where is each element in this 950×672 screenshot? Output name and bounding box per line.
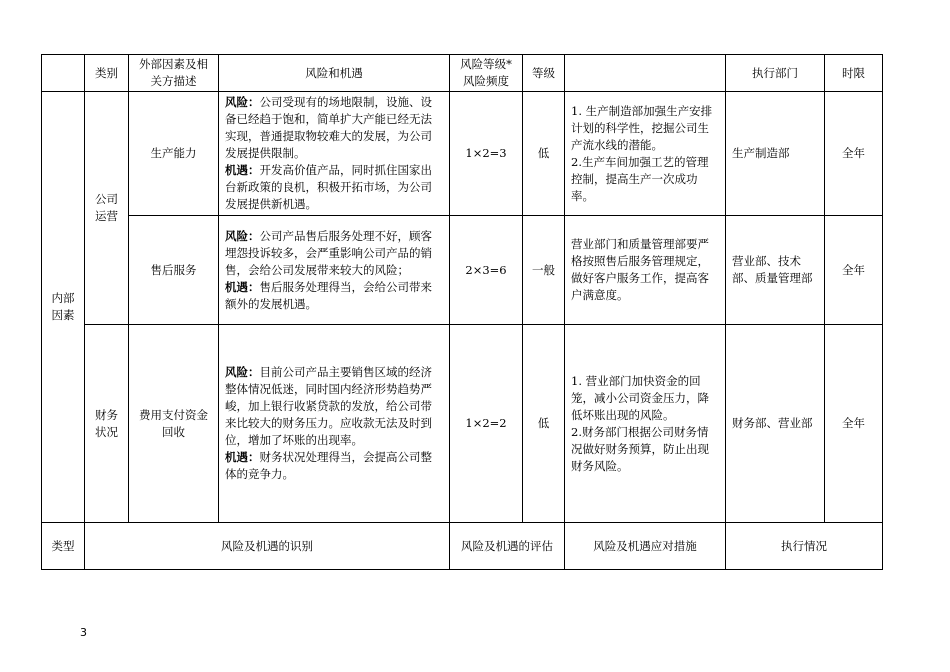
- header-risk-level: 风险等级*风险频度: [450, 55, 523, 92]
- grade-cell: 一般: [523, 216, 565, 325]
- header-department: 执行部门: [726, 55, 825, 92]
- risk-label: 风险：: [225, 228, 260, 243]
- risk-opportunity-cell: [219, 325, 450, 523]
- item-cell: 售后服务: [129, 216, 219, 325]
- level-cell: 1×2=2: [450, 325, 523, 523]
- table-footer-row: [42, 523, 883, 570]
- measure-item: 1. 营业部门加快资金的回笼，减小公司资金压力，降低坏账出现的风险。: [571, 373, 709, 422]
- footer-execution: 执行情况: [726, 523, 883, 570]
- footer-identification: 风险及机遇的识别: [85, 523, 450, 570]
- measures-cell: [565, 216, 726, 325]
- risk-text: 公司产品售后服务处理不好，顾客埋怨投诉较多，会严重影响公司产品的销售，会给公司发展带来较大的风险；: [225, 228, 432, 277]
- opportunity-text: 财务状况处理得当，会提高公司整体的竞争力。: [225, 450, 432, 481]
- page-number: 3: [80, 626, 87, 639]
- department-cell: 生产制造部: [726, 92, 825, 216]
- opportunity-paragraph: [225, 162, 443, 213]
- table-row: [42, 92, 883, 216]
- grade-cell: 低: [523, 92, 565, 216]
- department-cell: 财务部、营业部: [726, 325, 825, 523]
- risk-label: 风险：: [225, 365, 260, 379]
- footer-response: 风险及机遇应对措施: [565, 523, 726, 570]
- header-grade: 等级: [523, 55, 565, 92]
- measure-item: 1. 生产制造部加强生产安排计划的科学性，挖掘公司生产流水线的潜能。: [571, 103, 713, 152]
- deadline-cell: 全年: [825, 325, 883, 523]
- risk-paragraph: [225, 228, 443, 279]
- header-category: 类别: [85, 55, 129, 92]
- group-cell: 内部因素: [42, 92, 85, 523]
- header-deadline: 时限: [825, 55, 883, 92]
- deadline-cell: 全年: [825, 92, 883, 216]
- header-measures: [565, 55, 726, 92]
- opportunity-paragraph: [225, 279, 443, 313]
- item-cell: 费用支付资金回收: [129, 325, 219, 523]
- opportunity-label: 机遇：: [225, 450, 260, 464]
- opportunity-text: 售后服务处理得当，会给公司带来额外的发展机遇。: [225, 279, 432, 311]
- measures-cell: [565, 92, 726, 216]
- opportunity-paragraph: [225, 449, 443, 483]
- grade-cell: 低: [523, 325, 565, 523]
- header-blank-cell: [42, 55, 85, 92]
- measure-item: 2.财务部门根据公司财务情况做好财务预算，防止出现财务风险。: [571, 424, 709, 473]
- category-cell: 财务状况: [85, 325, 129, 523]
- risk-text: 公司受现有的场地限制，设施、设备已经趋于饱和，简单扩大产能已经无法实现，普通提取物较难大的发展，为公司发展提供限制。: [225, 95, 432, 160]
- risk-paragraph: [225, 364, 443, 449]
- opportunity-text: 开发高价值产品，同时抓住国家出台新政策的良机，积极开拓市场，为公司发展提供新机遇。: [225, 163, 432, 211]
- table-row: [42, 325, 883, 523]
- footer-evaluation: 风险及机遇的评估: [450, 523, 565, 570]
- footer-type: 类型: [42, 523, 85, 570]
- deadline-cell: 全年: [825, 216, 883, 325]
- category-cell: 公司运营: [85, 92, 129, 325]
- measures-cell: [565, 325, 726, 523]
- risk-opportunity-table: [41, 54, 883, 570]
- measure-item: 2.生产车间加强工艺的管理控制，提高生产一次成功率。: [571, 154, 709, 203]
- table-header-row: [42, 55, 883, 92]
- department-cell: 营业部、技术部、质量管理部: [726, 216, 825, 325]
- opportunity-label: 机遇：: [225, 279, 260, 294]
- table-row: [42, 216, 883, 325]
- header-risk-opportunity: 风险和机遇: [219, 55, 450, 92]
- item-cell: 生产能力: [129, 92, 219, 216]
- risk-text: 目前公司产品主要销售区域的经济整体情况低迷，同时国内经济形势趋势严峻，加上银行收紧贷款的发放，给公司带来比较大的财务压力。应收款无法及时到位，增加了坏账的出现率。: [225, 365, 432, 447]
- measure-item: 营业部门和质量管理部要严格按照售后服务管理规定，做好客户服务工作，提高客户满意度。: [571, 237, 709, 302]
- header-external: 外部因素及相关方描述: [129, 55, 219, 92]
- level-cell: 1×2=3: [450, 92, 523, 216]
- level-cell: 2×3=6: [450, 216, 523, 325]
- risk-paragraph: [225, 94, 443, 162]
- opportunity-label: 机遇：: [225, 163, 260, 177]
- risk-opportunity-cell: [219, 92, 450, 216]
- risk-label: 风险：: [225, 95, 260, 109]
- risk-opportunity-cell: [219, 216, 450, 325]
